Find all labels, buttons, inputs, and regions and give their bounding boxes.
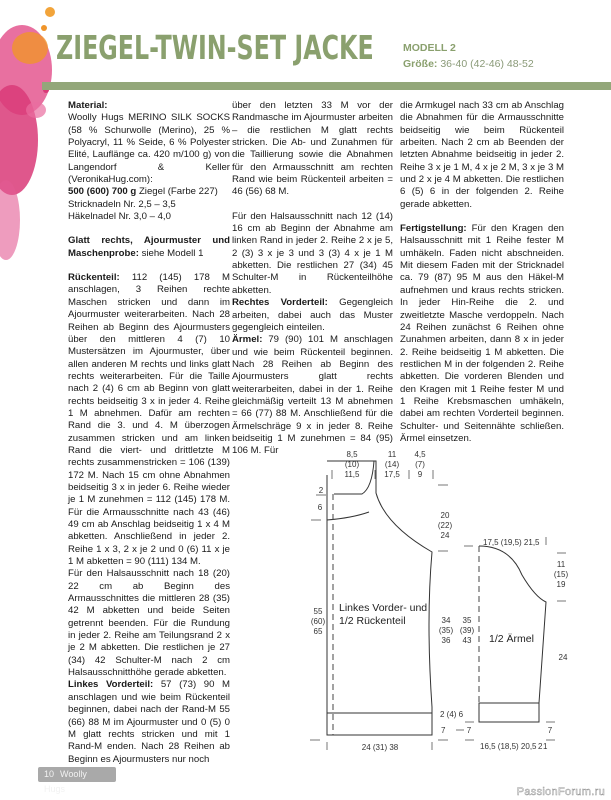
dim-sleeve-height-3: 43 bbox=[462, 636, 472, 645]
dim-armhole-2: (22) bbox=[437, 521, 453, 530]
finishing-text: Für den Kragen den Halsausschnitt mit 1 Reihe fester M umhäkeln. Faden nicht abschneiden. Mit diesem Faden mit der Stricknadel ca. 79 (87) 95 M aus den Häkel-M aufnehmen und kraus rechts stricken. In jeder Hin-Reihe die 2. und zweitletzte Masche verdoppeln. Nach 24 Reihen zunächst 6 Reihen ohne Zunahmen arbeiten, dann 8 x in jeder 2. Reihe beidseitig 1 M abketten. Die restlichen M in der folgenden 2. Reihe abketten. Die vorderen Blenden und den Kragen mit 1 Reihe fester M und 1 Reihe Krebsmaschen umhäkeln, dabei am rechten Vorderteil beginnen. Schulter- und Seitennähte schließen. Ärmel einsetzen. bbox=[400, 223, 564, 444]
dim-side-height-3: 36 bbox=[441, 636, 451, 645]
model-label: MODELL 2 bbox=[403, 42, 456, 54]
dim-sleeve-height-2: (39) bbox=[459, 626, 475, 635]
left-front-text: 57 (73) 90 M anschlagen und wie beim Rückenteil beginnen, dabei nach der Rand-M 55 (66) 88 M im Ajourmuster und 0 (5) 0 M glatt rechts stricken und mit 1 Rand-M enden. Nach 28 Reihen ab Beginn es Ajourmusters nur noch bbox=[68, 679, 230, 765]
material-text: Woolly Hugs MERINO SILK SOCKS (58 % Schurwolle (Merino), 25 % Polyacryl, 11 % Seide, 6 % Polyester Elité, Lauflänge ca. 420 m/100 g) von Langendorf & Keller (VeronikaHug.com): bbox=[68, 112, 230, 186]
dim-neck-width-2: (10) bbox=[344, 460, 360, 469]
watermark: PassionForum.ru bbox=[516, 786, 605, 798]
page-title: ZIEGEL-TWIN-SET JACKE bbox=[56, 28, 374, 67]
right-front-text: Gegengleich arbeiten, dabei auch das Muster gegengleich einteilen. bbox=[232, 297, 393, 333]
magazine-name: Woolly Hugs bbox=[44, 769, 87, 794]
sleeve-section bbox=[232, 334, 393, 457]
dim-body-height-3: 65 bbox=[313, 627, 323, 636]
sleeve-continued: die Armkugel nach 33 cm ab Anschlag die Abnahmen für die Armausschnitte beidseitig wie beim Rückenteil arbeiten. Nach 2 cm ab Beenden der letzten Abnahme beidseitig in jeder 2. Reihe 3 x je 1 M, 4 x je 2 M, 3 x je 3 M und 2 x je 4 M abketten. Die restlichen 6 (5) 6 in der folgenden 2. Reihe gerade abketten. bbox=[400, 100, 564, 210]
page-number: 10 bbox=[44, 769, 55, 779]
dim-body-height-2: (60) bbox=[310, 617, 326, 626]
size-info bbox=[403, 58, 534, 70]
text-column-2 bbox=[232, 100, 393, 458]
text-column-3 bbox=[400, 100, 564, 445]
dim-shoulder-width-2: (14) bbox=[384, 460, 400, 469]
dim-neck-width-1: 8,5 bbox=[346, 450, 358, 459]
material-section bbox=[68, 100, 230, 223]
dim-body-height-1: 55 bbox=[313, 607, 323, 616]
right-front-heading: Rechtes Vorderteil: bbox=[232, 297, 328, 309]
dim-body-width: 24 (31) 38 bbox=[361, 743, 399, 752]
size-label: Größe: bbox=[403, 58, 438, 70]
sleeve-piece-label: 1/2 Ärmel bbox=[489, 633, 534, 645]
finishing-heading: Fertigstellung: bbox=[400, 223, 467, 235]
neck-curve bbox=[334, 461, 374, 494]
dim-armhole-1: 20 bbox=[440, 511, 450, 520]
dim-rib-body: 7 bbox=[441, 726, 446, 735]
dim-rib-sleeve-left: 7 bbox=[466, 726, 472, 735]
dim-shoulder-width-3: 17,5 bbox=[384, 470, 400, 479]
material-heading: Material: bbox=[68, 100, 108, 111]
sleeve-outline bbox=[479, 546, 546, 722]
size-value: 36-40 (42-46) 48-52 bbox=[440, 58, 534, 70]
body-outline bbox=[327, 461, 432, 735]
page-footer-badge bbox=[38, 767, 116, 794]
pattern-heading: Glatt rechts, Ajourmuster und Maschenprobe: bbox=[68, 235, 230, 259]
sleeve-text: 79 (90) 101 M anschlagen und wie beim Rückenteil beginnen. Nach 28 Reihen ab Beginn des Ajourmusters glatt rechts weiterarbeiten, dabei in der 1. Reihe gleichmäßig verteilt 13 M abnehmen = 66 (77) 88 M. Anschließend für die Ärmelschräge 9 x in jeder 8. Reihe beidseitig 1 M zunehmen = 84 (95) 106 M. Für bbox=[232, 334, 393, 457]
dim-arm-width-2: (7) bbox=[415, 460, 425, 469]
pattern-section bbox=[68, 235, 230, 260]
dim-cap-height-3: 19 bbox=[556, 580, 566, 589]
dim-cuff-extra: 2 bbox=[538, 742, 543, 751]
needles-text: Stricknadeln Nr. 2,5 – 3,5 bbox=[68, 198, 176, 210]
dim-sleeve-height-1: 35 bbox=[462, 616, 472, 625]
dim-shoulder-width-1: 11 bbox=[387, 450, 397, 459]
dim-arm-width-3: 9 bbox=[417, 470, 423, 479]
dim-sleeve-top-width: 17,5 (19,5) 21,5 bbox=[483, 538, 540, 547]
left-front-continued: über den letzten 33 M vor der Randmasche im Ajourmuster arbeiten – die restlichen M glatt rechts stricken. Die Ab- und Zunahmen für die Taillierung sowie die Abnahmen für den Armausschnitt am rechten Rand wie beim Rückenteil arbeiten = 46 (56) 68 M. bbox=[232, 100, 393, 198]
dim-neck-width-3: 11,5 bbox=[344, 470, 360, 479]
dim-armhole-3: 24 bbox=[440, 531, 450, 540]
left-front-heading: Linkes Vorderteil: bbox=[68, 679, 154, 691]
dim-side-height-2: (35) bbox=[438, 626, 454, 635]
dimension-labels bbox=[311, 450, 569, 752]
back-section bbox=[68, 272, 230, 568]
dim-waist: 2 (4) 6 bbox=[440, 710, 464, 719]
dim-cap-height-2: (15) bbox=[553, 570, 569, 579]
back-neck-text: Für den Halsausschnitt nach 18 (20) 22 cm ab Beginn des Armausschnittes die mittleren 28 (35) 42 M abketten und beide Seiten getrennt beenden. Für die Rundung in jeder 2. Reihe am Teilungsrand 2 x je 2 M abketten. Die restlichen je 27 (34) 42 Schulter-M nach 2 cm Halsausschnitthöhe gerade abketten. bbox=[68, 568, 230, 679]
header-divider bbox=[42, 82, 611, 90]
yarn-color: Ziegel (Farbe 227) bbox=[136, 186, 218, 198]
dim-cuff-width: 16,5 (18,5) 20,5 bbox=[480, 742, 537, 751]
dim-sleeve-slope: 24 bbox=[558, 653, 568, 662]
dim-cuff-extra-2: 1 bbox=[543, 742, 548, 751]
dim-arm-width-1: 4,5 bbox=[414, 450, 426, 459]
back-text: 112 (145) 178 M anschlagen, 3 Reihen rechte Maschen stricken und dann im Ajourmuster weiterarbeiten. Nach 28 Reihen ab Beginn des Ajourmusters über den mittleren 4 (7) 10 Mustersätzen im Ajourmuster, über allen anderen M rechts und links glatt rechts weiterarbeiten. Für die Taille nach 2 (4) 6 cm ab Beginn von glatt rechts beidseitig 3 x in jeder 4. Reihe 1 M abnehmen. Dafür am rechten Rand die 3. und 4. M überzogen zusammen stricken und am linken Rand die viert- und drittletzte M rechts zusammenstricken = 106 (139) 172 M. Nach 15 cm ohne Abnahmen beidseitig 3 x in jeder 6. Reihe wieder je 1 M zunehmen = 112 (145) 178 M. Für die Armausschnitte nach 43 (46) 49 cm ab Anschlag beidseitig 1 x 4 M abketten. Anschließend in jeder 2. Reihe 1 x 3, 2 x je 2 und 0 (6) 11 x je 1 M abketten = 90 (111) 134 M. bbox=[68, 272, 230, 568]
body-piece-label-1: Linkes Vorder- und bbox=[339, 602, 428, 614]
right-front-section bbox=[232, 297, 393, 334]
pattern-text: siehe Modell 1 bbox=[138, 247, 204, 259]
body-piece-label-2: 1/2 Rückenteil bbox=[339, 615, 406, 627]
left-front-section bbox=[68, 679, 230, 765]
finishing-section bbox=[400, 223, 564, 445]
dim-neck-drop: 6 bbox=[317, 503, 323, 512]
yarn-amount: 500 (600) 700 g bbox=[68, 186, 137, 198]
text-column-1 bbox=[68, 100, 230, 766]
back-heading: Rückenteil: bbox=[68, 272, 120, 284]
dim-side-height-1: 34 bbox=[441, 616, 451, 625]
sleeve-heading: Ärmel: bbox=[232, 334, 263, 346]
hook-text: Häkelnadel Nr. 3,0 – 4,0 bbox=[68, 211, 171, 223]
front-neck-text: Für den Halsausschnitt nach 12 (14) 16 cm ab Beginn der Abnahme am linken Rand in jeder 2. Reihe 2 x je 5, 2 (3) 3 x je 3 und 3 (3) 4 x je 1 M abketten. Die restlichen 27 (34) 45 Schulter-M in Rückenteilhöhe abketten. bbox=[232, 210, 393, 296]
dim-neck-top: 2 bbox=[318, 486, 324, 495]
dim-rib-sleeve-right: 7 bbox=[547, 726, 553, 735]
dim-cap-height-1: 11 bbox=[556, 560, 566, 569]
